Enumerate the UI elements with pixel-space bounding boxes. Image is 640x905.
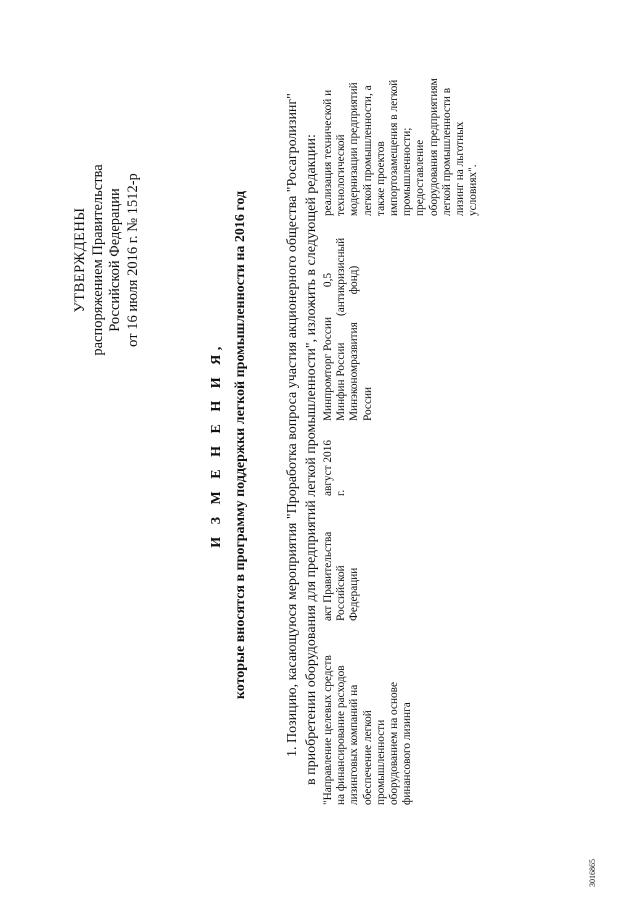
approval-line: Российской Федерации (107, 188, 123, 332)
document-number: 3016865 (588, 859, 597, 887)
approval-date: от 16 июля 2016 г. № 1512-р (124, 173, 141, 347)
paragraph-line: в приобретении оборудования для предприятий легкой промышленности", изложить в следующей редакции: (304, 134, 319, 785)
table-cell-result: реализация технической и технологической модернизации предприятий легкой промышленности, а также проектов импортозамещения в легкой промышленности; предоставление оборудования предприятиям легкой промышленности в лизинг на льготных условиях". (322, 78, 480, 216)
paragraph-line: 1. Позицию, касающуюся мероприятия "Проработка вопроса участия акционерного общества "Росагролизинг" (285, 93, 300, 757)
table-cell-deadline: август 2016 г. (322, 440, 348, 496)
table-cell-measure: "Направление целевых средств на финансирование расходов лизинговых компаний на обеспечение легкой промышленности оборудованием на основе финансового лизинга (322, 655, 414, 805)
approval-line: распоряжением Правительства (89, 164, 106, 356)
document-title: И З М Е Н Е Н И Я, (209, 342, 224, 548)
approval-heading: УТВЕРЖДЕНЫ (72, 207, 88, 313)
approval-stamp (72, 70, 142, 450)
table-cell-document-type: акт Правительства Российской Федерации (322, 531, 361, 621)
document-subtitle: которые вносятся в программу поддержки легкой промышленности на 2016 год (233, 190, 248, 700)
amendment-paragraph (283, 80, 321, 785)
table-cell-executors: Минпромторг России Минфин России Минэкономразвития России (322, 316, 374, 421)
table-cell-funding: 0,5 (антикризисный фонд) (322, 237, 361, 316)
